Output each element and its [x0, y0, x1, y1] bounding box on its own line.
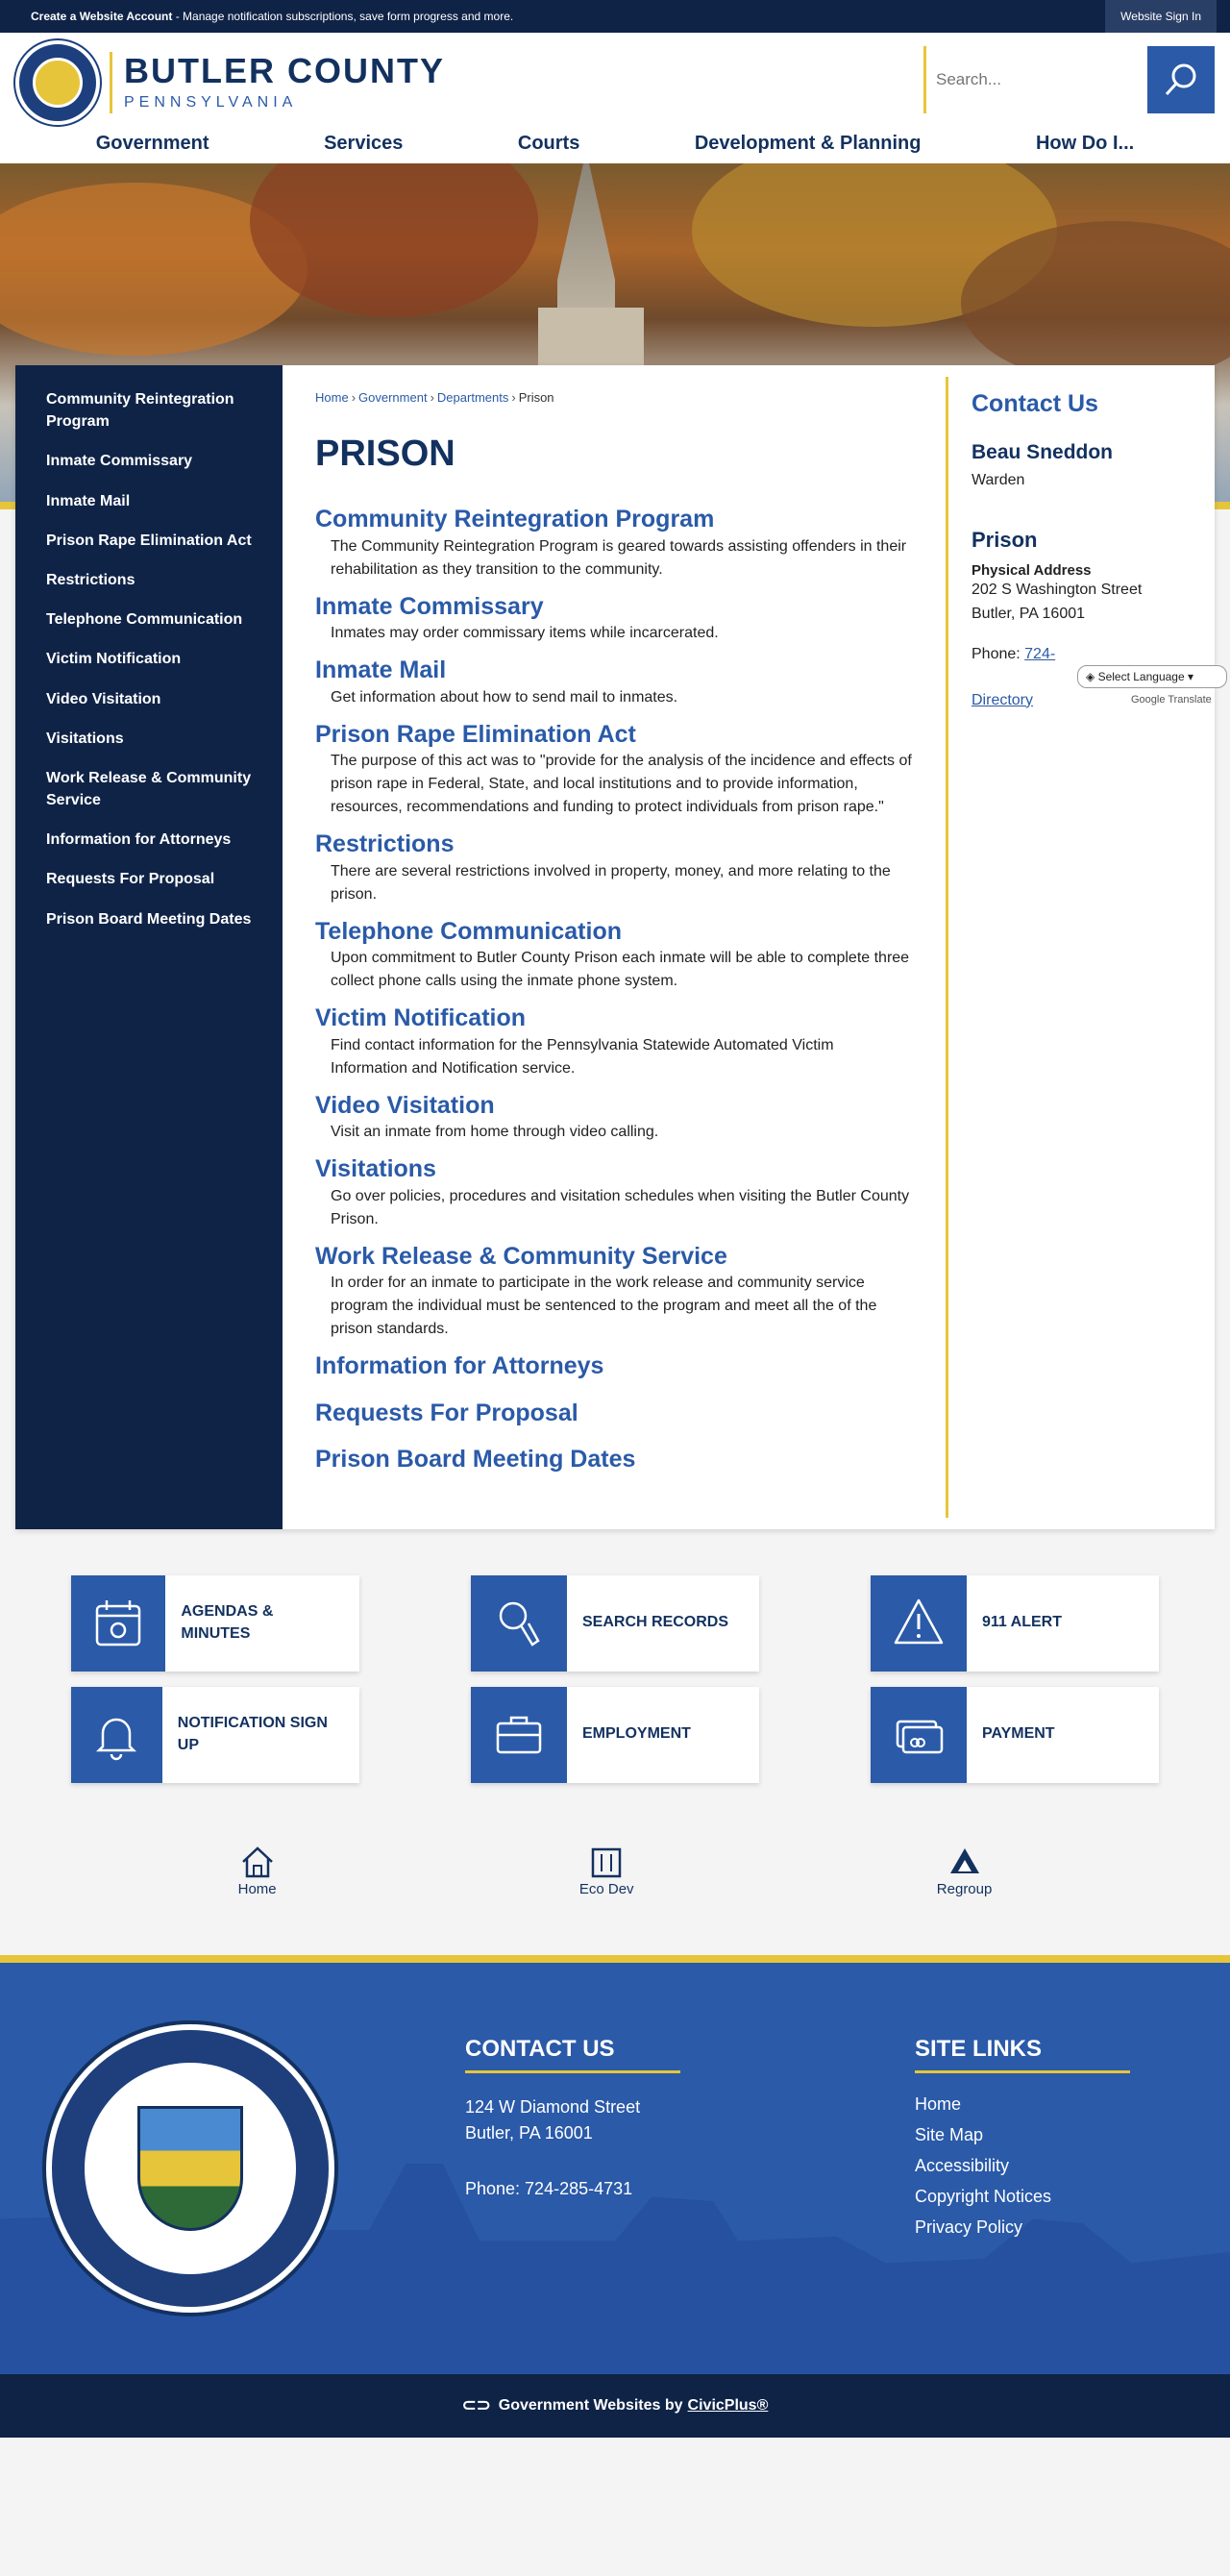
chevron-down-icon: ▾: [1184, 670, 1193, 683]
list-item: [315, 1090, 913, 1145]
list-item: [315, 655, 913, 709]
civicplus-logo-icon: ⊂⊃: [461, 2395, 491, 2415]
sidebar-item-requests-for-proposal[interactable]: Requests For Proposal: [46, 871, 215, 888]
footer-link-copyright[interactable]: Copyright Notices: [915, 2186, 1052, 2206]
create-account-link[interactable]: Create a Website Account: [31, 10, 173, 23]
directory-link[interactable]: Directory: [972, 691, 1034, 708]
search-button[interactable]: [1147, 46, 1215, 113]
entry-description: Upon commitment to Butler County Prison each inmate will be able to complete three collect phone calls using the inmate phone system.: [331, 950, 910, 989]
nav-government[interactable]: Government: [95, 133, 209, 154]
sidebar-item-video-visitation[interactable]: Video Visitation: [46, 690, 161, 707]
address-line-1: 202 S Washington Street: [972, 582, 1143, 598]
search-divider: [923, 46, 926, 113]
nav-how-do-i[interactable]: How Do I...: [1035, 133, 1135, 154]
breadcrumb-separator: ›: [351, 390, 357, 405]
main-nav: [0, 121, 1230, 166]
list-item: [315, 1241, 913, 1342]
breadcrumb-current: Prison: [518, 390, 554, 405]
breadcrumb-home[interactable]: Home: [315, 390, 349, 405]
language-select-label: Select Language: [1097, 670, 1185, 683]
entry-description: In order for an inmate to participate in the work release and community service program the individual must be sentenced to the program and meet all the of the prison standards.: [331, 1275, 877, 1337]
sidebar-item-victim-notification[interactable]: Victim Notification: [46, 651, 182, 668]
logo-divider: [110, 52, 112, 113]
search-icon: [1163, 62, 1199, 98]
quicklink-label: NOTIFICATION SIGN UP: [177, 1715, 328, 1753]
contact-role: Warden: [972, 472, 1025, 488]
shortcut-label: Eco Dev: [578, 1880, 634, 1897]
quicklink-search-records[interactable]: [471, 1575, 759, 1672]
footer-link-accessibility[interactable]: Accessibility: [915, 2155, 1010, 2175]
page-title: PRISON: [315, 433, 455, 474]
sidebar-item-inmate-mail[interactable]: Inmate Mail: [46, 492, 131, 509]
shortcut-home[interactable]: [238, 1843, 277, 1897]
entry-description: Get information about how to send mail to inmates.: [331, 688, 678, 706]
entry-description: The Community Reintegration Program is geared towards assisting offenders in their rehabilitation as they transition to the community.: [331, 537, 907, 578]
quick-links: [0, 1529, 1230, 1783]
footer-address-1: 124 W Diamond Street: [465, 2096, 641, 2117]
shortcut-label: Regroup: [936, 1880, 993, 1897]
contact-person: Beau Sneddon: [972, 441, 1114, 463]
entry-title-link[interactable]: Telephone Communication: [315, 917, 622, 945]
home-icon: [239, 1845, 276, 1879]
search-area: [923, 46, 1215, 113]
breadcrumb-separator: ›: [511, 390, 516, 405]
credit-card-icon: [890, 1706, 947, 1764]
quicklink-employment[interactable]: [471, 1687, 759, 1783]
shortcut-regroup[interactable]: [937, 1843, 993, 1897]
phone-label: Phone:: [972, 645, 1025, 662]
create-account-desc: - Manage notification subscriptions, save form progress and more.: [172, 10, 514, 23]
site-header: [0, 33, 1230, 163]
credit-text: Government Websites by: [498, 2396, 683, 2414]
shortcut-icons: [0, 1783, 1230, 1936]
footer-address-2: Butler, PA 16001: [465, 2123, 593, 2143]
nav-development-planning[interactable]: Development & Planning: [694, 133, 922, 154]
main-content-panel: [15, 365, 1215, 1529]
entry-title-link[interactable]: Prison Board Meeting Dates: [315, 1446, 636, 1473]
entry-title-link[interactable]: Inmate Mail: [315, 656, 447, 683]
list-item: [315, 916, 913, 994]
sidebar-item-inmate-commissary[interactable]: Inmate Commissary: [46, 453, 193, 470]
entry-title-link[interactable]: Requests For Proposal: [315, 1399, 578, 1426]
breadcrumb: [315, 390, 913, 405]
sidebar-item-visitations[interactable]: Visitations: [46, 730, 124, 747]
county-seal-large-icon: [46, 2024, 334, 2313]
list-item: [315, 719, 913, 820]
list-item: [315, 829, 913, 906]
phone-link[interactable]: 724-: [1024, 645, 1056, 662]
eco-dev-icon: [588, 1845, 625, 1879]
entry-title-link[interactable]: Victim Notification: [315, 1004, 527, 1031]
entry-title-link[interactable]: Restrictions: [315, 830, 455, 857]
sidebar-item-prison-rape-elimination[interactable]: Prison Rape Elimination Act: [46, 532, 252, 549]
list-item: [315, 591, 913, 646]
entry-description: Go over policies, procedures and visitation schedules when visiting the Butler County Prison.: [331, 1187, 910, 1227]
footer-link-site-map[interactable]: Site Map: [915, 2124, 984, 2144]
entry-title-link[interactable]: Community Reintegration Program: [315, 506, 715, 533]
sidebar-item-prison-board-meeting[interactable]: Prison Board Meeting Dates: [46, 910, 252, 928]
quicklink-label: EMPLOYMENT: [582, 1725, 691, 1743]
entry-title-link[interactable]: Work Release & Community Service: [315, 1242, 727, 1270]
search-records-icon: [490, 1595, 548, 1652]
nav-services[interactable]: Services: [324, 133, 404, 154]
entry-title-link[interactable]: Prison Rape Elimination Act: [315, 720, 636, 748]
entry-description: Inmates may order commissary items while incarcerated.: [331, 625, 719, 641]
shortcut-label: Home: [237, 1880, 277, 1897]
civicplus-link[interactable]: CivicPlus®: [687, 2396, 769, 2414]
entry-description: Find contact information for the Pennsylvania Statewide Automated Victim Information and Notification service.: [331, 1036, 834, 1077]
entry-description: There are several restrictions involved in property, money, and more relating to the prison.: [331, 862, 891, 903]
sidebar-nav: [15, 365, 283, 1529]
footer-contact: [465, 2036, 680, 2204]
contact-heading: Contact Us: [972, 390, 1098, 417]
breadcrumb-government[interactable]: Government: [358, 390, 428, 405]
footer-link-privacy[interactable]: Privacy Policy: [915, 2217, 1023, 2237]
footer-site-links: [915, 2036, 1130, 2248]
address-line-2: Butler, PA 16001: [972, 605, 1086, 622]
contact-address: [972, 579, 1190, 627]
quicklink-911-alert[interactable]: [871, 1575, 1159, 1672]
footer-phone: Phone: 724-285-4731: [465, 2179, 633, 2199]
sidebar-item-information-attorneys[interactable]: Information for Attorneys: [46, 831, 232, 849]
calendar-icon: [89, 1595, 147, 1652]
nav-courts[interactable]: Courts: [517, 133, 580, 154]
site-footer: [0, 1955, 1230, 2374]
footer-contact-heading: CONTACT US: [465, 2036, 680, 2073]
shortcut-eco-dev[interactable]: [579, 1843, 634, 1897]
contact-phone: [972, 646, 1190, 663]
list-item: [315, 1398, 913, 1429]
list-item: [315, 1153, 913, 1231]
quicklink-notification-signup[interactable]: [71, 1687, 359, 1783]
quicklink-label: AGENDAS & MINUTES: [181, 1603, 274, 1642]
regroup-icon: [947, 1845, 983, 1879]
quicklink-label: PAYMENT: [982, 1725, 1055, 1743]
entry-title-link[interactable]: Video Visitation: [315, 1091, 495, 1119]
top-bar: [0, 0, 1230, 33]
search-input[interactable]: [936, 46, 1147, 113]
entry-title-link[interactable]: Inmate Commissary: [315, 592, 544, 620]
quicklink-label: SEARCH RECORDS: [582, 1614, 729, 1631]
sidebar-item-restrictions[interactable]: Restrictions: [46, 571, 135, 588]
sidebar-item-work-release[interactable]: Work Release & Community Service: [46, 769, 252, 809]
contact-sidebar: [946, 377, 1215, 1518]
briefcase-icon: [490, 1706, 548, 1764]
page-content: [283, 365, 946, 1529]
google-translate-credit: Google Translate: [1131, 694, 1212, 706]
sidebar-item-community-reintegration[interactable]: Community Reintegration Program: [46, 391, 234, 431]
contact-department: Prison: [972, 528, 1038, 552]
footer-link-home[interactable]: Home: [915, 2093, 962, 2114]
county-seal-icon: [15, 40, 100, 125]
address-label: Physical Address: [972, 562, 1092, 579]
list-item: [315, 1444, 913, 1475]
globe-icon: ◈: [1086, 670, 1098, 683]
site-state: PENNSYLVANIA: [124, 94, 298, 111]
quicklink-agendas-minutes[interactable]: [71, 1575, 359, 1672]
bell-icon: [87, 1706, 145, 1764]
sidebar-item-telephone-communication[interactable]: Telephone Communication: [46, 611, 243, 629]
site-name: BUTLER COUNTY: [124, 51, 445, 90]
entry-description: The purpose of this act was to "provide for the analysis of the incidence and effects of prison rape in Federal, State, and local institutions and to provide information, resources, recommendations and funding to protect individuals from prison rape.": [331, 753, 912, 815]
footer-links-heading: SITE LINKS: [915, 2036, 1130, 2073]
quicklink-label: 911 ALERT: [982, 1614, 1062, 1631]
entry-title-link[interactable]: Information for Attorneys: [315, 1352, 604, 1379]
entry-description: Visit an inmate from home through video calling.: [331, 1124, 659, 1140]
website-sign-in-button[interactable]: Website Sign In: [1105, 0, 1217, 33]
entry-title-link[interactable]: Visitations: [315, 1155, 436, 1182]
alert-icon: [890, 1595, 947, 1652]
list-item: [315, 1003, 913, 1080]
site-logo-link[interactable]: [15, 40, 445, 125]
breadcrumb-separator: ›: [430, 390, 434, 405]
bottom-bar: [0, 2374, 1230, 2438]
quicklink-payment[interactable]: [871, 1687, 1159, 1783]
create-account-notice: [31, 10, 513, 23]
list-item: [315, 504, 913, 582]
language-select[interactable]: [1077, 665, 1227, 688]
list-item: [315, 1350, 913, 1382]
breadcrumb-departments[interactable]: Departments: [436, 390, 509, 405]
